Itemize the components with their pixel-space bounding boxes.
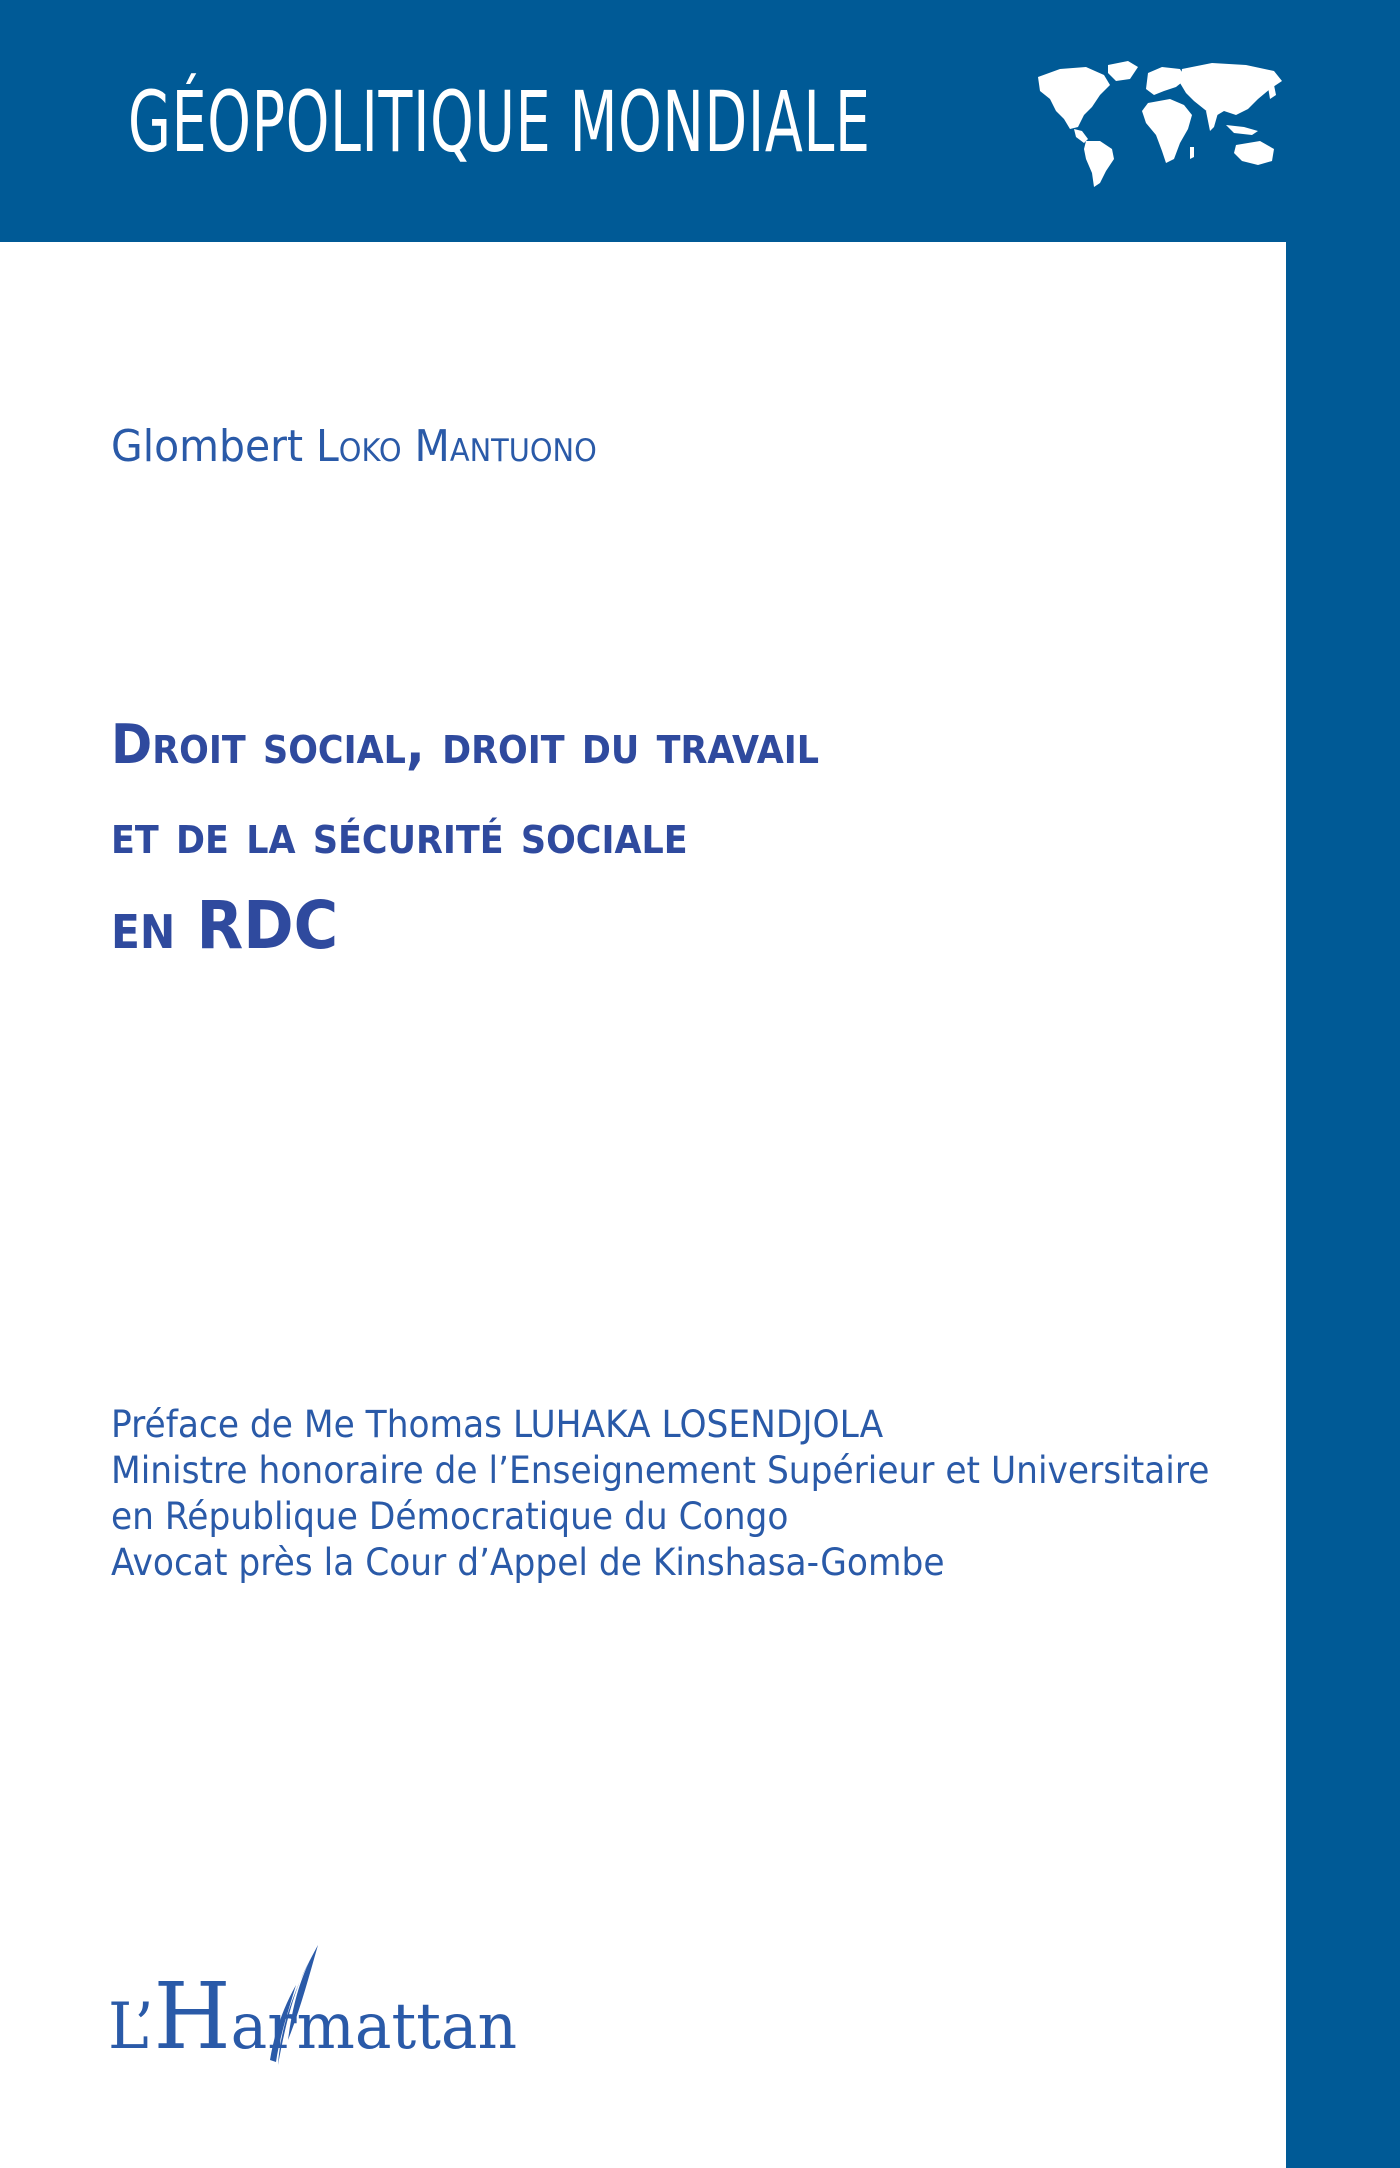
publisher-rest: armattan: [230, 1990, 518, 2064]
preface-line-4: Avocat près la Cour d’Appel de Kinshasa-Gombe: [111, 1541, 945, 1584]
series-title: GÉOPOLITIQUE MONDIALE: [128, 73, 871, 171]
publisher-initial: H: [153, 1963, 231, 2070]
book-title: [111, 700, 1211, 972]
world-map-icon: [1030, 55, 1290, 190]
publisher-name: [108, 1963, 518, 2070]
author-name: [111, 418, 597, 476]
publisher-logo: [108, 1950, 518, 2070]
spine-band: [1286, 0, 1400, 2168]
author-first-name: Glombert: [111, 421, 317, 472]
title-line-3: en RDC: [111, 887, 339, 964]
author-last-name-2: Mantuono: [414, 421, 597, 472]
preface-line-3: en République Démocratique du Congo: [111, 1495, 789, 1538]
author-last-name-1: Loko: [316, 421, 402, 472]
title-line-1: Droit social, droit du travail: [111, 713, 820, 776]
preface-block: [111, 1402, 1209, 1586]
title-line-2: et de la sécurité sociale: [111, 803, 688, 866]
preface-line-1: Préface de Me Thomas LUHAKA LOSENDJOLA: [111, 1403, 884, 1446]
publisher-prefix: L’: [108, 1990, 154, 2064]
preface-line-2: Ministre honoraire de l’Enseignement Supérieur et Universitaire: [111, 1449, 1210, 1492]
